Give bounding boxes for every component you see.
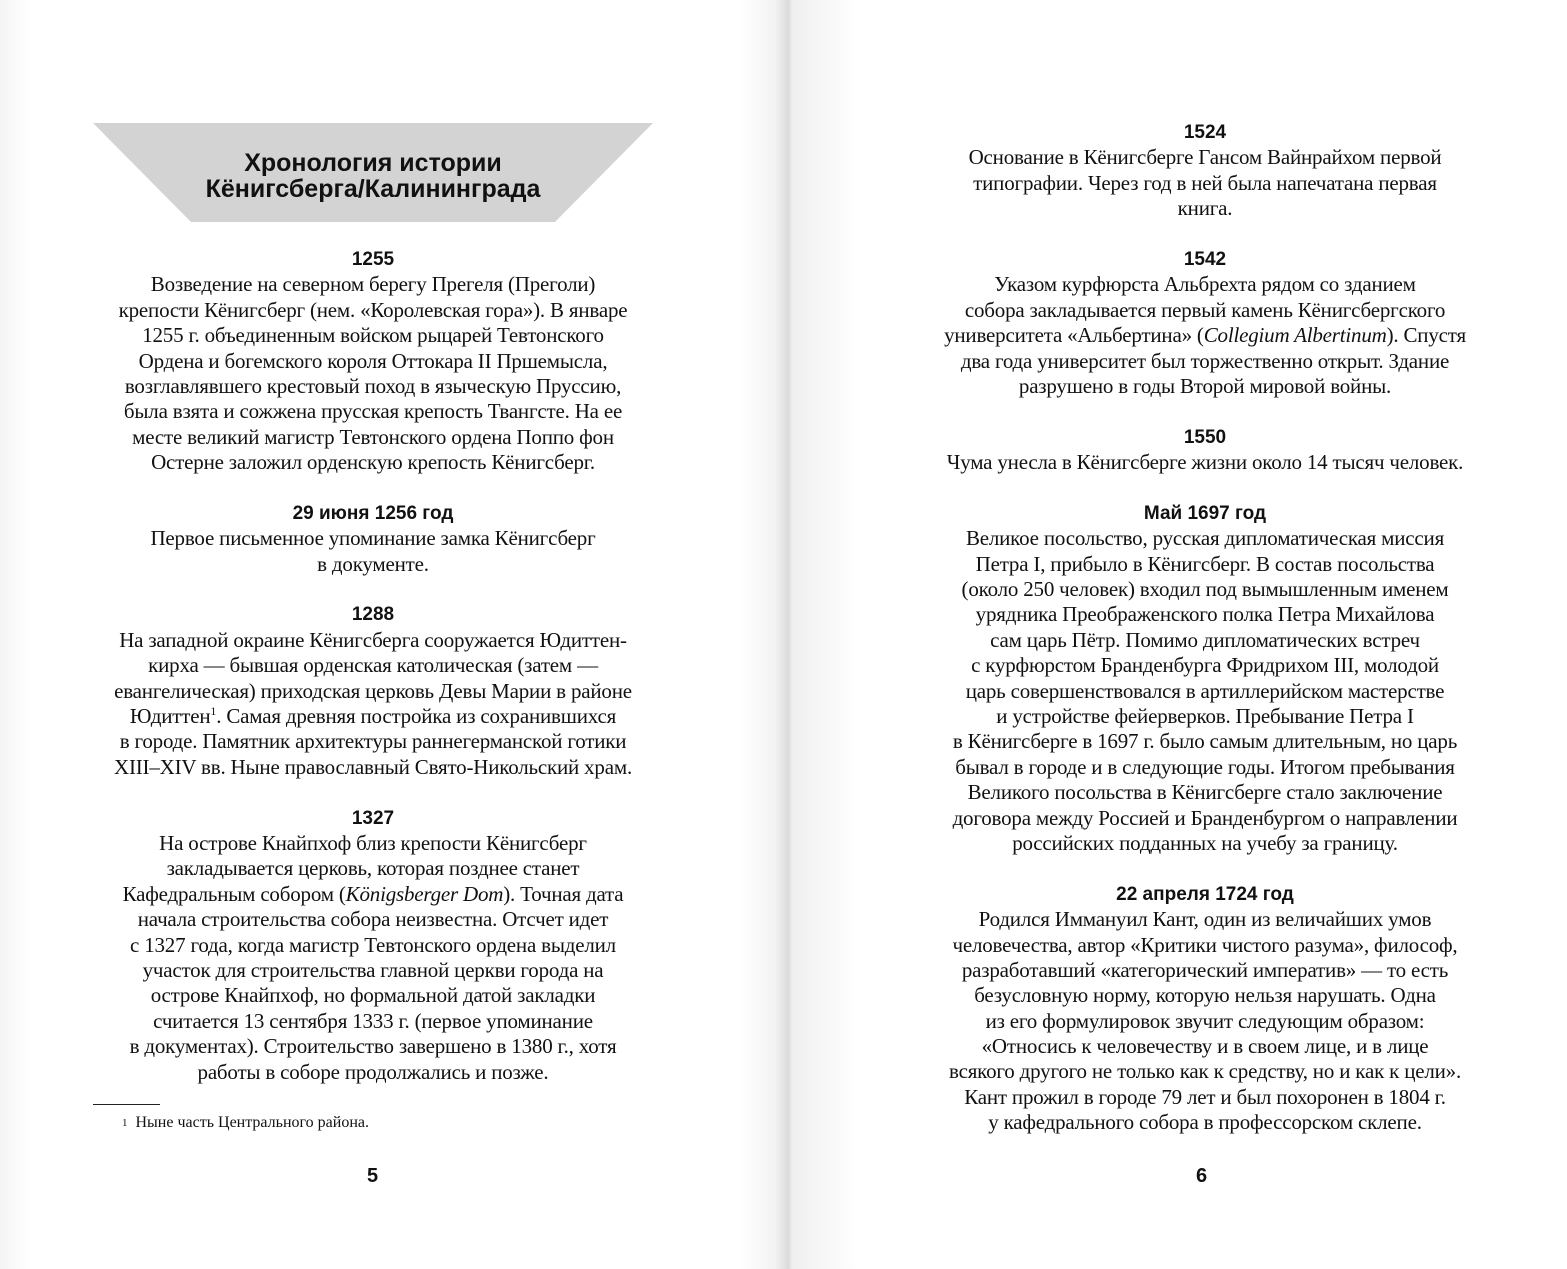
entry-text-line: месте великий магистр Тевтонского ордена Поппо фон — [132, 424, 614, 449]
entry-text-line: типографии. Через год в ней была напечатана первая — [973, 170, 1437, 195]
entry-date: 1255 — [351, 249, 395, 270]
entry-text-line: Основание в Кёнигсберге Гансом Вайнрайхом первой — [968, 145, 1442, 170]
text-segment: ). Спустя — [1386, 323, 1466, 348]
entry-text-line — [73, 882, 673, 907]
entry-text-line — [890, 323, 1520, 348]
right-timeline — [890, 120, 1520, 1161]
right-page — [788, 0, 1567, 1269]
entry-text-line: Первое письменное упоминание замка Кёнигсберг — [150, 526, 596, 551]
entry-text-line: 1255 г. объединенным войском рыцарей Тевтонского — [142, 323, 604, 348]
entry-text-line: в документах). Строительство завершено в 1380 г., хотя — [129, 1034, 617, 1059]
italic-term: Königsberger Dom — [345, 881, 504, 906]
entry-text-line: с курфюрстом Бранденбурга Фридрихом III, молодой — [971, 653, 1439, 678]
entry-text-line: «Относись к человечеству и в своем лице, и в лице — [981, 1034, 1429, 1059]
entry-text-line: возглавлявшего крестовый поход в языческую Пруссию, — [124, 373, 622, 398]
entry-text-line: Петра I, прибыло в Кёнигсберг. В состав посольства — [975, 551, 1435, 576]
footnote — [122, 1113, 369, 1133]
entry-text-line: начала строительства собора неизвестна. Отсчет идет — [137, 907, 609, 932]
entry-text-line: (около 250 человек) входил под вымышленным именем — [961, 577, 1449, 602]
entry-text-line: безусловную норму, которую нельзя нарушать. Одна — [974, 983, 1436, 1008]
entry-text-line: всякого другого не только как к средству, но и как к цели». — [948, 1059, 1462, 1084]
entry-text-line: из его формулировок звучит следующим образом: — [985, 1008, 1425, 1033]
entry-date: 1524 — [1183, 122, 1227, 143]
entry-text-line: российских подданных на учебу за границу. — [1012, 830, 1398, 855]
entry-text-line: евангелическая) приходская церковь Девы Марии в районе — [114, 678, 632, 703]
entry-text-line: На западной окраине Кёнигсберга сооружается Юдиттен- — [119, 627, 627, 652]
entry-text-line: с 1327 года, когда магистр Тевтонского ордена выделил — [130, 932, 616, 957]
timeline-entry — [890, 425, 1520, 476]
entry-text-line: и устройстве фейерверков. Пребывание Петра I — [996, 703, 1414, 728]
entry-text-line: в документе. — [317, 551, 429, 576]
entry-text-line: кирха — бывшая орденская католическая (затем — — [148, 653, 598, 678]
chapter-title — [93, 150, 653, 202]
entry-text-line: два года университет был торжественно открыт. Здание — [960, 348, 1450, 373]
chapter-title-line: Кёнигсберга/Калининграда — [205, 175, 541, 203]
entry-text-line: урядника Преображенского полка Петра Михайлова — [975, 602, 1435, 627]
footnote-text: Ныне часть Центрального района. — [135, 1114, 369, 1131]
entry-text-line: крепости Кёнигсберг (нем. «Королевская гора»). В январе — [118, 297, 628, 322]
text-segment: Юдиттен — [129, 704, 211, 729]
entry-text-line: была взята и сожжена прусская крепость Твангсте. На ее — [123, 399, 623, 424]
entry-text-line: Кант прожил в городе 79 лет и был похоронен в 1804 г. — [964, 1084, 1446, 1109]
page-number: 5 — [367, 1165, 379, 1187]
entry-text-line: Родился Иммануил Кант, один из величайших умов — [978, 907, 1432, 932]
entry-text-line: Великое посольство, русская дипломатическая миссия — [965, 526, 1445, 551]
footnote-divider — [93, 1104, 160, 1105]
entry-text-line: разработавший «категорический императив» — то есть — [961, 957, 1449, 982]
left-timeline — [73, 247, 673, 1110]
chapter-title-line: Хронология истории — [244, 149, 502, 177]
text-segment: университета «Альбертина» ( — [944, 323, 1204, 348]
entry-text-line: сам царь Пётр. Помимо дипломатических встреч — [990, 627, 1420, 652]
entry-text-line: участок для строительства главной церкви города на — [142, 957, 604, 982]
entry-date: Май 1697 год — [1143, 502, 1267, 524]
timeline-entry — [890, 120, 1520, 222]
timeline-entry — [73, 501, 673, 577]
timeline-entry — [73, 247, 673, 476]
entry-text-line: Остерне заложил орденскую крепость Кёнигсберг. — [151, 450, 595, 475]
entry-text-line: Чума унесла в Кёнигсберге жизни около 14 тысяч человек. — [946, 450, 1464, 475]
timeline-entry — [73, 602, 673, 780]
footnote-mark: 1 — [122, 1117, 128, 1129]
italic-term: Collegium Albertinum — [1203, 323, 1387, 348]
entry-text-line: разрушено в годы Второй мировой войны. — [1018, 373, 1392, 398]
entry-date: 29 июня 1256 год — [292, 502, 454, 524]
page-number: 6 — [1196, 1165, 1208, 1187]
timeline-entry — [890, 247, 1520, 399]
entry-text-line: считается 13 сентября 1333 г. (первое упоминание — [153, 1008, 593, 1033]
entry-text-line: работы в соборе продолжались и позже. — [197, 1059, 549, 1084]
entry-text-line: в Кёнигсберге в 1697 г. было самым длительным, но царь — [952, 729, 1458, 754]
entry-text-line: острове Кнайпхоф, но формальной датой закладки — [150, 983, 596, 1008]
entry-date: 1288 — [351, 604, 395, 626]
entry-text-line: Великого посольства в Кёнигсберге стало заключение — [967, 780, 1443, 805]
entry-text-line: у кафедрального собора в профессорском склепе. — [988, 1110, 1422, 1135]
entry-text-line: в городе. Памятник архитектуры раннегерманской готики — [119, 729, 627, 754]
entry-text-line: царь совершенствовался в артиллерийском мастерстве — [965, 678, 1445, 703]
entry-text-line: На острове Кнайпхоф близ крепости Кёнигсберг — [159, 830, 587, 855]
entry-text-line: бывал в городе и в следующие годы. Итогом пребывания — [955, 754, 1455, 779]
entry-text-line: Указом курфюрста Альбрехта рядом со зданием — [994, 272, 1416, 297]
timeline-entry — [890, 882, 1520, 1136]
footnote-reference: 1 — [210, 704, 217, 719]
entry-text-line: человечества, автор «Критики чистого разума», философ, — [952, 932, 1458, 957]
entry-text-line: договора между Россией и Бранденбургом о направлении — [952, 805, 1458, 830]
entry-text-line: Возведение на северном берегу Прегеля (Преголи) — [150, 272, 596, 297]
text-segment: . Самая древняя постройка из сохранившихся — [216, 704, 617, 729]
entry-date: 22 апреля 1724 год — [1116, 883, 1294, 905]
entry-text-line: книга. — [1177, 196, 1233, 221]
entry-text-line: Ордена и богемского короля Оттокара II Пршемысла, — [138, 348, 608, 373]
entry-text-line: XIII–XIV вв. Ныне православный Свято-Никольский храм. — [113, 754, 632, 779]
entry-date: 1550 — [1183, 426, 1227, 448]
entry-date: 1327 — [351, 807, 395, 829]
entry-text-line: собора закладывается первый камень Кёнигсбергского — [964, 297, 1446, 322]
entry-text-line: закладывается церковь, которая позднее станет — [166, 856, 580, 881]
text-segment: ). Точная дата — [503, 881, 624, 906]
timeline-entry — [73, 806, 673, 1085]
entry-text-line — [73, 704, 673, 729]
entry-date: 1542 — [1183, 248, 1227, 270]
timeline-entry — [890, 501, 1520, 856]
text-segment: Кафедральным собором ( — [122, 881, 346, 906]
